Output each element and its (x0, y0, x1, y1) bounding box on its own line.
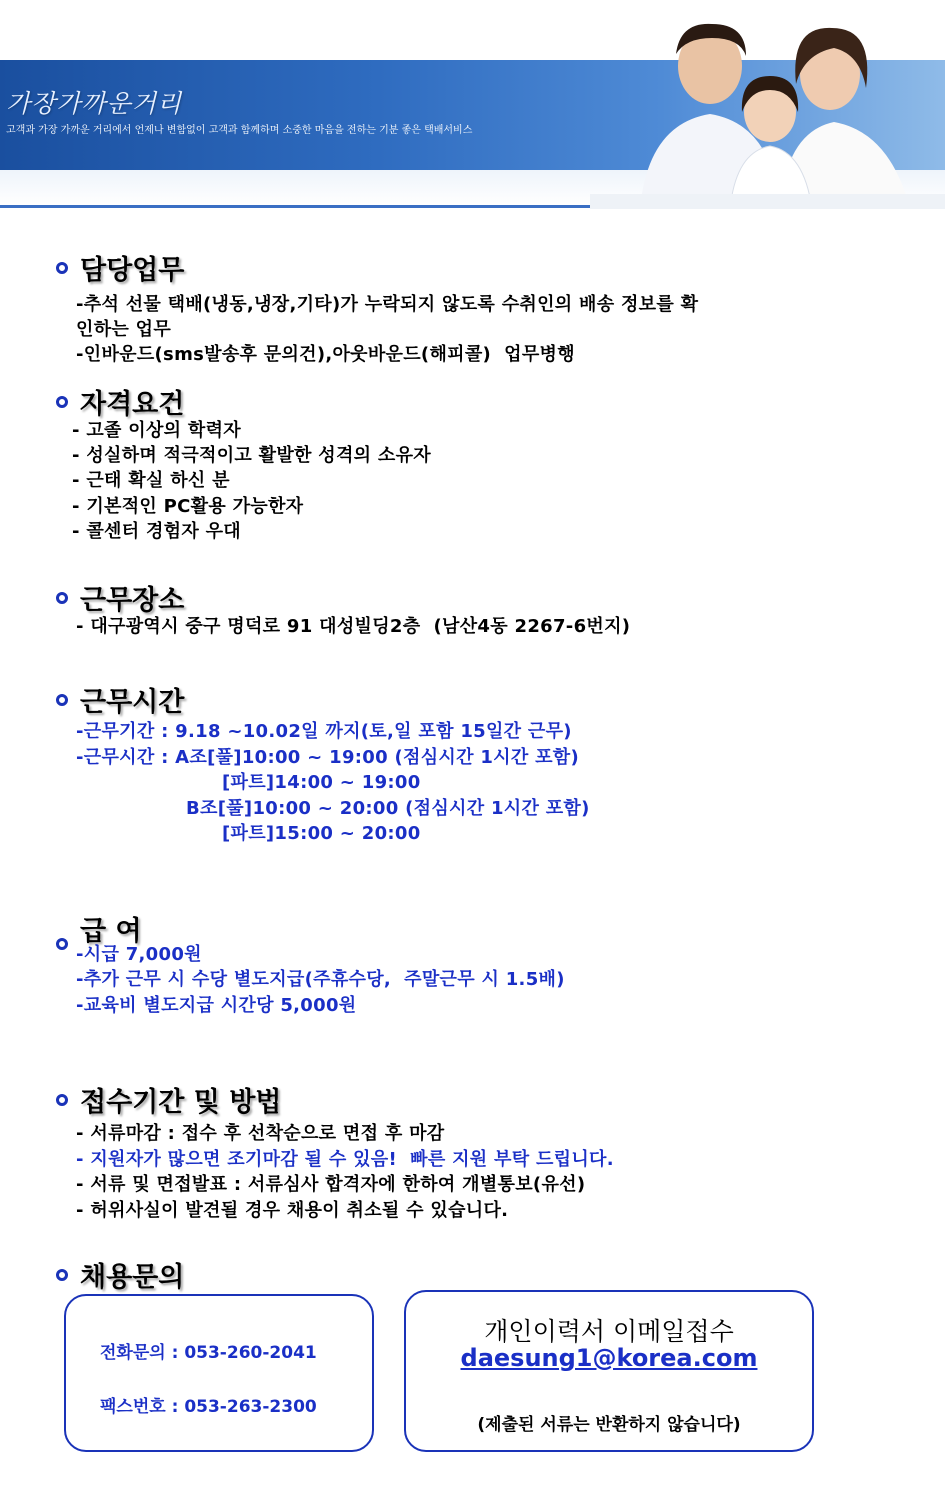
banner-subtitle: 고객과 가장 가까운 거리에서 언제나 변함없이 고객과 함께하며 소중한 마음을 전하는 기분 좋은 택배서비스 (6, 125, 473, 136)
section-title-location: 근무장소 (80, 585, 185, 616)
pay-line-3: -교육비 별도지급 시간당 5,000원 (76, 995, 357, 1016)
duty-line-1: -추석 선물 택배(냉동,냉장,기타)가 누락되지 않도록 수취인의 배송 정보를 확 (76, 294, 699, 315)
section-apply-header (56, 1080, 281, 1119)
hours-line-2: -근무시간 : A조[풀]10:00 ~ 19:00 (점심시간 1시간 포함) (76, 747, 580, 768)
fax-number: 팩스번호 : 053-263-2300 (100, 1397, 317, 1417)
bullet-icon (56, 396, 68, 408)
hours-line-5: [파트]15:00 ~ 20:00 (222, 823, 421, 844)
section-title-qualification: 자격요건 (80, 389, 185, 420)
bullet-icon (56, 694, 68, 706)
qualification-line-2: - 성실하며 적극적이고 활발한 성격의 소유자 (72, 445, 431, 466)
hours-line-3: [파트]14:00 ~ 19:00 (222, 772, 421, 793)
duty-line-3: -인바운드(sms발송후 문의건),아웃바운드(해피콜) 업무병행 (76, 344, 575, 365)
section-qualification-header (56, 382, 184, 421)
section-location-header (56, 578, 184, 617)
email-link[interactable]: daesung1@korea.com (460, 1344, 758, 1372)
duty-line-2: 인하는 업무 (76, 319, 172, 340)
bullet-icon (56, 1269, 68, 1281)
contact-box (64, 1294, 374, 1452)
hours-line-4: B조[풀]10:00 ~ 20:00 (점심시간 1시간 포함) (186, 798, 590, 819)
pay-line-1: -시급 7,000원 (76, 944, 202, 965)
bullet-icon (56, 938, 68, 950)
location-line-1: - 대구광역시 중구 명덕로 91 대성빌딩2층 (남산4동 2267-6번지) (76, 616, 631, 637)
pay-line-2: -추가 근무 시 수당 별도지급(주휴수당, 주말근무 시 1.5배) (76, 969, 565, 990)
section-duty-header (56, 248, 184, 287)
apply-line-4: - 허위사실이 발견될 경우 채용이 취소될 수 있습니다. (76, 1200, 509, 1221)
hours-line-1: -근무기간 : 9.18 ~10.02일 까지(토,일 포함 15일간 근무) (76, 721, 572, 742)
section-title-apply: 접수기간 및 방법 (80, 1087, 282, 1118)
family-photo (590, 14, 945, 209)
qualification-line-1: - 고졸 이상의 학력자 (72, 420, 241, 441)
apply-line-2: - 지원자가 많으면 조기마감 될 수 있음! 빠른 지원 부탁 드립니다. (76, 1149, 614, 1170)
qualification-line-5: - 콜센터 경험자 우대 (72, 521, 241, 542)
section-inquiry-header (56, 1255, 184, 1294)
section-title-hours: 근무시간 (80, 687, 185, 718)
section-hours-header (56, 680, 184, 719)
apply-line-3: - 서류 및 면접발표 : 서류심사 합격자에 한하여 개별통보(유선) (76, 1174, 586, 1195)
section-title-pay: 급 여 (80, 915, 142, 947)
banner-title: 가장가까운거리 (6, 89, 183, 118)
qualification-line-3: - 근태 확실 하신 분 (72, 470, 230, 491)
phone-number: 전화문의 : 053-260-2041 (100, 1343, 317, 1363)
bullet-icon (56, 262, 68, 274)
resume-title: 개인이력서 이메일접수 (484, 1317, 734, 1346)
apply-line-1: - 서류마감 : 접수 후 선착순으로 면접 후 마감 (76, 1123, 445, 1144)
qualification-line-4: - 기본적인 PC활용 가능한자 (72, 496, 304, 517)
resume-note: (제출된 서류는 반환하지 않습니다) (477, 1415, 741, 1435)
bullet-icon (56, 1094, 68, 1106)
section-title-duty: 담당업무 (80, 255, 185, 286)
bullet-icon (56, 592, 68, 604)
section-title-inquiry: 채용문의 (80, 1262, 185, 1293)
resume-box (404, 1290, 814, 1452)
